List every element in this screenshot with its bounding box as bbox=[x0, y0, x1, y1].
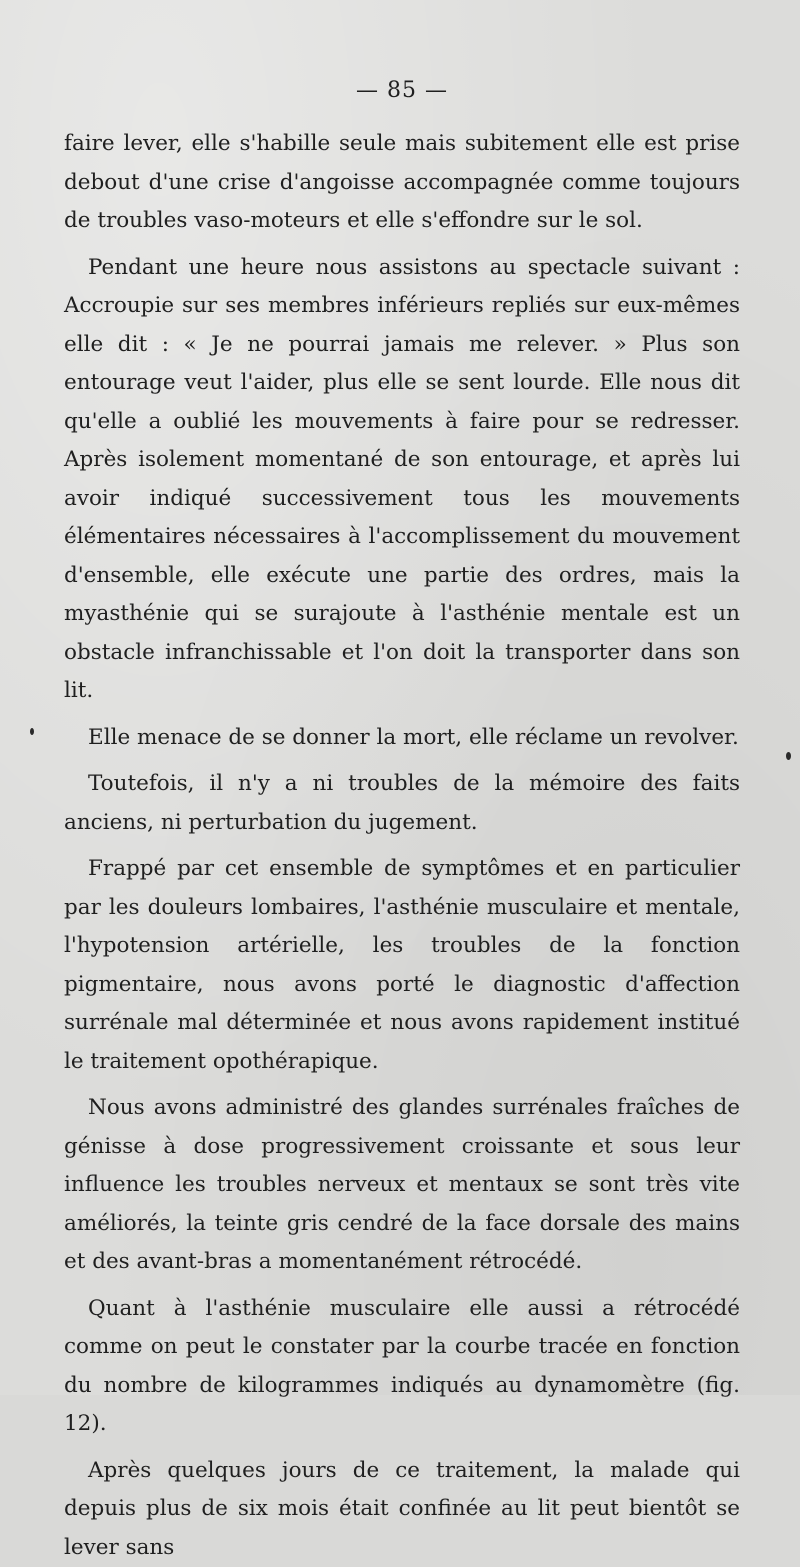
paragraph-2: Pendant une heure nous assistons au spectacle suivant : Accroupie sur ses membres inférieurs repliés sur eux-mêmes elle dit : « Je ne pourrai jamais me relever. » Plus son entourage veut l'aider, plus elle se sent lourde. Elle nous dit qu'elle a oublié les mouvements à faire pour se redresser. Après isolement momentané de son entourage, et après lui avoir indiqué successivement tous les mouvements élémentaires nécessaires à l'accomplissement du mouvement d'ensemble, elle exécute une partie des ordres, mais la myasthénie qui se surajoute à l'asthénie mentale est un obstacle infranchissable et l'on doit la transporter dans son lit. bbox=[64, 249, 740, 711]
paragraph-3: Elle menace de se donner la mort, elle réclame un revolver. bbox=[64, 719, 740, 758]
paragraph-6: Nous avons administré des glandes surrénales fraîches de génisse à dose progressivement croissante et sous leur influence les troubles nerveux et mentaux se sont très vite améliorés, la teinte gris cendré de la face dorsale des mains et des avant-bras a momentanément rétrocédé. bbox=[64, 1089, 740, 1282]
paragraph-4: Toutefois, il n'y a ni troubles de la mémoire des faits anciens, ni perturbation du jugement. bbox=[64, 765, 740, 842]
page-number: — 85 — bbox=[64, 78, 740, 103]
paragraph-1: faire lever, elle s'habille seule mais subitement elle est prise debout d'une crise d'angoisse accompagnée comme toujours de troubles vaso-moteurs et elle s'effondre sur le sol. bbox=[64, 125, 740, 241]
paragraph-8: Après quelques jours de ce traitement, la malade qui depuis plus de six mois était confinée au lit peut bientôt se lever sans bbox=[64, 1452, 740, 1567]
paragraph-5: Frappé par cet ensemble de symptômes et en particulier par les douleurs lombaires, l'asthénie musculaire et mentale, l'hypotension artérielle, les troubles de la fonction pigmentaire, nous avons porté le diagnostic d'affection surrénale mal déterminée et nous avons rapidement institué le traitement opothérapique. bbox=[64, 850, 740, 1081]
ink-speck bbox=[786, 752, 791, 760]
ink-speck bbox=[30, 728, 34, 735]
paragraph-7: Quant à l'asthénie musculaire elle aussi a rétrocédé comme on peut le constater par la courbe tracée en fonction du nombre de kilogrammes indiqués au dynamomètre (fig. 12). bbox=[64, 1290, 740, 1444]
